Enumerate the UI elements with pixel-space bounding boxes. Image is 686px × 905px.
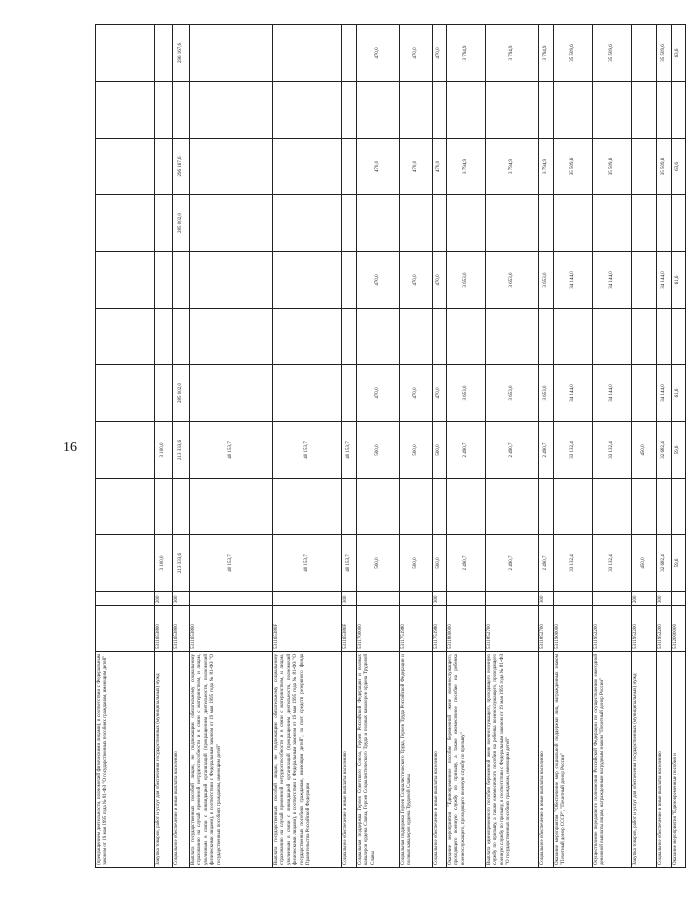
expense-type-cell: 200: [632, 592, 657, 606]
amount-cell: [96, 422, 155, 479]
expense-type-cell: 300: [539, 592, 554, 606]
amount-cell: 470,0: [400, 139, 433, 195]
row-name-cell: Выплата государственных пособий лицам, не подлежащим обязательному социальному страхованию на случай временной нетрудоспособности и в связи с материнством, и лицам, уволенным в связи с ликвидацией организаций (прекращением деятельности, полномочий физическими лицами), в соответствии с Федеральным законом от 19 мая 1995 года № 81-ФЗ "О государственных пособиях гражданам, имеющим детей", за счет средств резервного фонда Правительства Российской Федерации: [273, 652, 342, 868]
amount-cell: 500,0: [433, 535, 447, 592]
amount-cell: [155, 139, 173, 195]
amount-cell: 450,0: [632, 422, 657, 479]
table-row: [400, 25, 433, 868]
code-cell: 531165380F: [342, 606, 357, 652]
amount-cell: 500,0: [400, 422, 433, 479]
amount-cell: [273, 365, 342, 422]
amount-cell: [190, 139, 273, 195]
code-cell: 531165380F: [273, 606, 342, 652]
amount-cell: [173, 82, 190, 139]
amount-cell: [155, 195, 173, 252]
amount-cell: 61,6: [672, 365, 686, 422]
amount-cell: [96, 365, 155, 422]
amount-cell: 35 509,6: [593, 139, 632, 195]
amount-cell: 296 167,6: [173, 25, 190, 82]
table-row: [632, 25, 657, 868]
amount-cell: [190, 309, 273, 365]
amount-cell: [273, 195, 342, 252]
amount-cell: [190, 195, 273, 252]
amount-cell: 32 682,4: [657, 535, 672, 592]
amount-cell: [155, 309, 173, 365]
amount-cell: [657, 479, 672, 535]
amount-cell: [486, 82, 539, 139]
amount-cell: 2 490,7: [539, 535, 554, 592]
code-cell: [96, 606, 155, 652]
table-row: [539, 25, 554, 868]
amount-cell: [486, 479, 539, 535]
code-cell: 5311900000: [554, 606, 593, 652]
amount-cell: [657, 309, 672, 365]
amount-cell: [400, 479, 433, 535]
amount-cell: 3 794,9: [447, 139, 486, 195]
expense-type-cell: [554, 592, 593, 606]
rotated-table-container: [95, 28, 681, 868]
code-cell: 5311653800: [190, 606, 273, 652]
amount-cell: 34 144,0: [593, 252, 632, 309]
amount-cell: [357, 82, 400, 139]
row-name-cell: Социальное обеспечение и иные выплаты населению: [539, 652, 554, 868]
amount-cell: [593, 82, 632, 139]
amount-cell: [554, 479, 593, 535]
amount-cell: 32 682,4: [657, 422, 672, 479]
amount-cell: 500,0: [357, 535, 400, 592]
amount-cell: [173, 479, 190, 535]
expense-type-cell: [190, 592, 273, 606]
amount-cell: 470,0: [357, 365, 400, 422]
amount-cell: 3 653,0: [539, 252, 554, 309]
row-name-cell: Оказание мероприятия "Единовременное пособие беременной жене военнослужащего, проходящего военную службу по призыву, а также ежемесячное пособие на ребенка военнослужащего, проходящего военную службу по призыву": [447, 652, 486, 868]
table-row: [593, 25, 632, 868]
amount-cell: 40 153,7: [273, 422, 342, 479]
amount-cell: [400, 309, 433, 365]
amount-cell: [539, 479, 554, 535]
amount-cell: [342, 252, 357, 309]
amount-cell: [273, 479, 342, 535]
amount-cell: 35 509,6: [657, 139, 672, 195]
amount-cell: 470,0: [433, 139, 447, 195]
amount-cell: [672, 82, 686, 139]
amount-cell: [273, 25, 342, 82]
table-row: [554, 25, 593, 868]
amount-cell: 213 333,6: [173, 535, 190, 592]
amount-cell: 470,0: [400, 252, 433, 309]
code-cell: 5311952200: [593, 606, 632, 652]
code-cell: 5311952200: [632, 606, 657, 652]
amount-cell: 285 002,0: [173, 195, 190, 252]
amount-cell: [554, 309, 593, 365]
amount-cell: [96, 82, 155, 139]
amount-cell: 34 144,0: [593, 365, 632, 422]
row-name-cell: Социальное обеспечение и иные выплаты населению: [342, 652, 357, 868]
amount-cell: 35 509,6: [593, 25, 632, 82]
amount-cell: 34 144,0: [554, 365, 593, 422]
expense-type-cell: 300: [657, 592, 672, 606]
amount-cell: [632, 25, 657, 82]
code-cell: 5311800000: [447, 606, 486, 652]
amount-cell: [539, 309, 554, 365]
amount-cell: [155, 479, 173, 535]
table-row: [173, 25, 190, 868]
expense-type-cell: [273, 592, 342, 606]
amount-cell: [433, 82, 447, 139]
amount-cell: [400, 195, 433, 252]
amount-cell: [273, 252, 342, 309]
expense-type-cell: 300: [342, 592, 357, 606]
amount-cell: 34 144,0: [657, 252, 672, 309]
amount-cell: 3 794,9: [539, 25, 554, 82]
amount-cell: [357, 309, 400, 365]
table-row: [657, 25, 672, 868]
amount-cell: 500,0: [357, 422, 400, 479]
amount-cell: [342, 309, 357, 365]
amount-cell: [593, 195, 632, 252]
amount-cell: [155, 252, 173, 309]
amount-cell: [96, 252, 155, 309]
amount-cell: [96, 195, 155, 252]
table-row: [486, 25, 539, 868]
amount-cell: [342, 195, 357, 252]
amount-cell: 40 153,7: [190, 422, 273, 479]
expense-type-cell: 300: [173, 592, 190, 606]
table-row: [342, 25, 357, 868]
amount-cell: [190, 82, 273, 139]
amount-cell: 500,0: [433, 422, 447, 479]
row-name-cell: Социальное обеспечение и иные выплаты населению: [657, 652, 672, 868]
amount-cell: [155, 365, 173, 422]
amount-cell: [96, 139, 155, 195]
row-name-cell: Социальное обеспечение и иные выплаты населению: [433, 652, 447, 868]
expense-type-cell: [96, 592, 155, 606]
amount-cell: [632, 309, 657, 365]
amount-cell: 470,0: [357, 252, 400, 309]
amount-cell: 470,0: [433, 25, 447, 82]
amount-cell: [486, 309, 539, 365]
amount-cell: [96, 25, 155, 82]
table-row: [433, 25, 447, 868]
amount-cell: [96, 535, 155, 592]
expense-type-cell: [400, 592, 433, 606]
amount-cell: 3 794,9: [447, 25, 486, 82]
amount-cell: 470,0: [400, 25, 433, 82]
expense-type-cell: [357, 592, 400, 606]
amount-cell: [672, 479, 686, 535]
amount-cell: [447, 479, 486, 535]
table-row: [190, 25, 273, 868]
amount-cell: 470,0: [357, 139, 400, 195]
row-name-cell: Закупка товаров, работ и услуг для обеспечения государственных (муниципальных) нужд: [632, 652, 657, 868]
amount-cell: [554, 195, 593, 252]
amount-cell: [554, 82, 593, 139]
code-cell: 5311852700: [539, 606, 554, 652]
amount-cell: 35 509,6: [554, 25, 593, 82]
amount-cell: [672, 195, 686, 252]
amount-cell: [632, 82, 657, 139]
amount-cell: 33 132,4: [593, 535, 632, 592]
amount-cell: [593, 479, 632, 535]
amount-cell: [433, 479, 447, 535]
amount-cell: 59,6: [672, 422, 686, 479]
row-name-cell: Выплата единовременного пособия беременной жене военнослужащего, проходящего военную службу по призыву, а также ежемесячного пособия на ребенка военнослужащего, проходящего военную службу по призыву, в соответствии с Федеральным законом от 19 мая 1995 года № 81-ФЗ "О государственных пособиях гражданам, имеющим детей": [486, 652, 539, 868]
amount-cell: [593, 309, 632, 365]
amount-cell: 3 100,0: [155, 535, 173, 592]
amount-cell: 285 002,0: [173, 365, 190, 422]
amount-cell: [539, 195, 554, 252]
amount-cell: 40 153,7: [190, 535, 273, 592]
amount-cell: 3 653,0: [486, 365, 539, 422]
amount-cell: [447, 195, 486, 252]
amount-cell: [190, 479, 273, 535]
amount-cell: 59,6: [672, 535, 686, 592]
amount-cell: 3 794,9: [539, 139, 554, 195]
amount-cell: [433, 309, 447, 365]
amount-cell: 40 153,7: [342, 535, 357, 592]
row-name-cell: Выплата государственных пособий лицам, не подлежащим обязательному социальному страхованию на случай временной нетрудоспособности и в связи с материнством, и лицам, уволенным в связи с ликвидацией организаций (прекращением деятельности, полномочий физическими лицами), в соответствии с Федеральным законом от 19 мая 1995 года № 81-ФЗ "О государственных пособиях гражданам, имеющим детей": [190, 652, 273, 868]
amount-cell: [342, 82, 357, 139]
code-cell: 5311751980: [400, 606, 433, 652]
amount-cell: 3 794,9: [486, 139, 539, 195]
expense-type-cell: [593, 592, 632, 606]
amount-cell: [632, 252, 657, 309]
amount-cell: [657, 195, 672, 252]
amount-cell: 2 490,7: [539, 422, 554, 479]
amount-cell: [155, 82, 173, 139]
amount-cell: 470,0: [433, 365, 447, 422]
code-cell: 5311653800: [173, 606, 190, 652]
amount-cell: 450,0: [632, 535, 657, 592]
amount-cell: 3 794,9: [486, 25, 539, 82]
amount-cell: 3 653,0: [447, 252, 486, 309]
code-cell: 5311751980: [433, 606, 447, 652]
row-name-cell: Социальное обеспечение и иные выплаты населению: [173, 652, 190, 868]
amount-cell: [173, 309, 190, 365]
amount-cell: [672, 309, 686, 365]
amount-cell: 2 490,7: [486, 422, 539, 479]
row-name-cell: Социальная поддержка Героев Советского Союза, Героев Российской Федерации и полных кавалеров ордена Славы, Героев Социалистического Труда и полных кавалеров ордена Трудовой Славы: [357, 652, 400, 868]
amount-cell: [190, 252, 273, 309]
amount-cell: [190, 365, 273, 422]
row-name-cell: Социальная поддержка Героев Социалистического Труда, Героев Труда Российской Федерации и полных кавалеров ордена Трудовой Славы: [400, 652, 433, 868]
amount-cell: [357, 195, 400, 252]
code-cell: 5311952200: [657, 606, 672, 652]
amount-cell: 35 509,6: [554, 139, 593, 195]
amount-cell: 34 144,0: [554, 252, 593, 309]
amount-cell: [273, 309, 342, 365]
table-row: [96, 25, 155, 868]
amount-cell: [273, 139, 342, 195]
expense-type-cell: 300: [433, 592, 447, 606]
amount-cell: 296 167,6: [173, 139, 190, 195]
amount-cell: [155, 25, 173, 82]
amount-cell: 33 132,4: [554, 535, 593, 592]
amount-cell: [632, 195, 657, 252]
amount-cell: [342, 25, 357, 82]
amount-cell: [357, 479, 400, 535]
table-row: [447, 25, 486, 868]
code-cell: 5311852700: [486, 606, 539, 652]
amount-cell: [539, 82, 554, 139]
amount-cell: [400, 82, 433, 139]
code-cell: 5311700000: [357, 606, 400, 652]
amount-cell: 470,0: [400, 365, 433, 422]
row-name-cell: Оказание мероприятия "Единовременные пособия и: [672, 652, 686, 868]
table-row: [672, 25, 686, 868]
amount-cell: 33 132,4: [593, 422, 632, 479]
amount-cell: 3 653,0: [539, 365, 554, 422]
amount-cell: [632, 479, 657, 535]
amount-cell: 33 132,4: [554, 422, 593, 479]
amount-cell: [96, 309, 155, 365]
amount-cell: [342, 365, 357, 422]
amount-cell: [657, 82, 672, 139]
amount-cell: [433, 195, 447, 252]
amount-cell: 40 153,7: [273, 535, 342, 592]
expense-type-cell: 200: [155, 592, 173, 606]
budget-table: [95, 24, 686, 868]
expense-type-cell: [672, 592, 686, 606]
table-row: [357, 25, 400, 868]
amount-cell: 63,6: [672, 139, 686, 195]
amount-cell: [190, 25, 273, 82]
amount-cell: 61,6: [672, 252, 686, 309]
row-name-cell: Закупка товаров, работ и услуг для обеспечения государственных (муниципальных) нужд: [155, 652, 173, 868]
amount-cell: 2 490,7: [486, 535, 539, 592]
amount-cell: [486, 195, 539, 252]
code-cell: 5311653800: [155, 606, 173, 652]
row-name-cell: (прекращением деятельности, полномочий физическими лицами), в соответствии с Федеральным законом от 19 мая 1995 года № 81-ФЗ "О государственных пособиях гражданам, имеющим детей": [96, 652, 155, 868]
amount-cell: 40 153,7: [342, 422, 357, 479]
amount-cell: 500,0: [400, 535, 433, 592]
amount-cell: 2 490,7: [447, 422, 486, 479]
amount-cell: 2 490,7: [447, 535, 486, 592]
amount-cell: 213 333,6: [173, 422, 190, 479]
table-row: [155, 25, 173, 868]
amount-cell: 3 100,0: [155, 422, 173, 479]
amount-cell: [447, 82, 486, 139]
code-cell: 5312000000: [672, 606, 686, 652]
amount-cell: [173, 252, 190, 309]
amount-cell: [447, 309, 486, 365]
amount-cell: [632, 139, 657, 195]
amount-cell: [96, 479, 155, 535]
amount-cell: 470,0: [357, 25, 400, 82]
amount-cell: 3 653,0: [486, 252, 539, 309]
table-row: [273, 25, 342, 868]
amount-cell: [632, 365, 657, 422]
page-number: 16: [63, 440, 77, 455]
expense-type-cell: [447, 592, 486, 606]
row-name-cell: Осуществление переданного полномочия Российской Федерации по осуществлению ежегодной денежной выплаты лицам, награжденным нагрудным знаком "Почетный донор России": [593, 652, 632, 868]
amount-cell: 470,0: [433, 252, 447, 309]
amount-cell: 35 509,6: [657, 25, 672, 82]
row-name-cell: Оказание мероприятия "Обеспечение мер социальной поддержки лиц, награжденных знаком "Почетный донор СССР", "Почетный донор России": [554, 652, 593, 868]
amount-cell: [342, 139, 357, 195]
amount-cell: [273, 82, 342, 139]
amount-cell: [342, 479, 357, 535]
amount-cell: 63,6: [672, 25, 686, 82]
amount-cell: 3 653,0: [447, 365, 486, 422]
amount-cell: 34 144,0: [657, 365, 672, 422]
expense-type-cell: [486, 592, 539, 606]
